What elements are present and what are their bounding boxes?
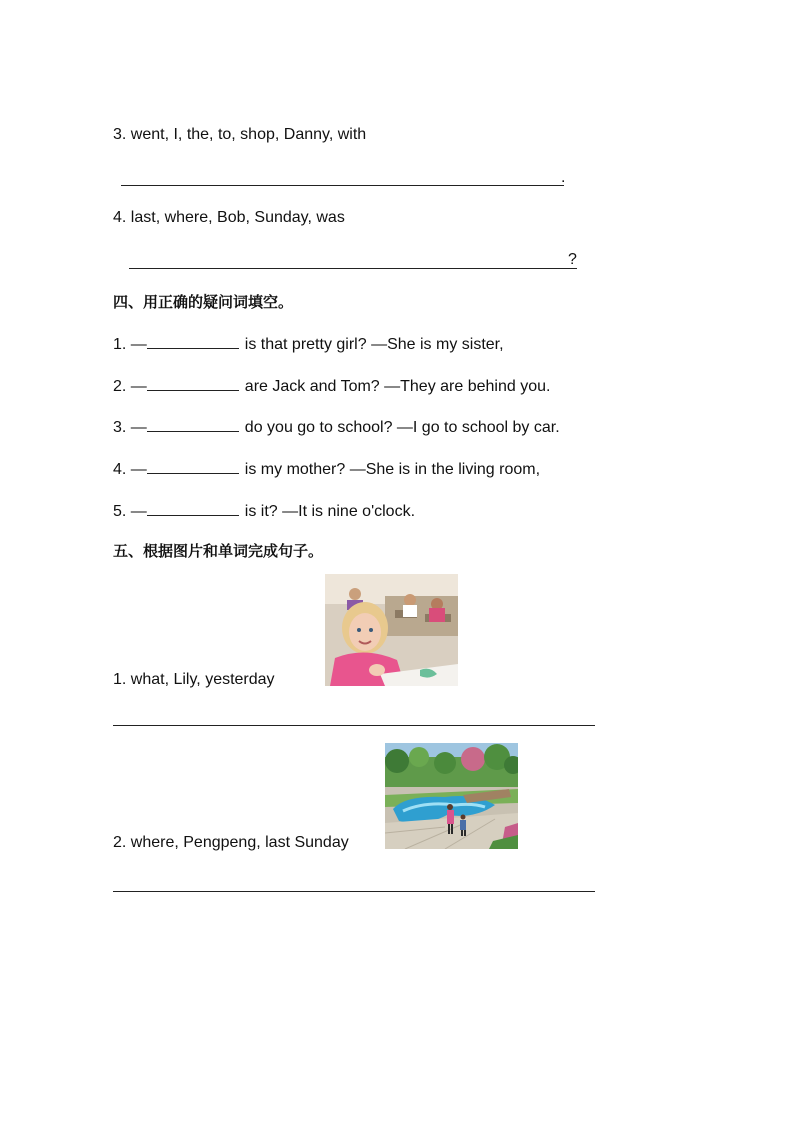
q3-answer-line[interactable] xyxy=(121,185,564,186)
s4-blank-4[interactable] xyxy=(147,458,239,474)
s5-item-2: 2. where, Pengpeng, last Sunday xyxy=(113,834,349,851)
s4-item-text: do you go to school? —I go to school by car. xyxy=(244,419,560,436)
s4-blank-2[interactable] xyxy=(147,375,239,391)
section4-heading: 四、用正确的疑问词填空。 xyxy=(113,293,294,311)
s4-item-1 xyxy=(113,333,504,355)
s4-blank-1[interactable] xyxy=(147,333,239,349)
q4-end-punct: ? xyxy=(568,251,577,268)
q4-answer-line[interactable] xyxy=(129,268,577,269)
s4-item-5 xyxy=(113,500,415,522)
s4-item-3 xyxy=(113,416,560,438)
s4-blank-3[interactable] xyxy=(147,416,239,432)
s5-answer-line-2[interactable] xyxy=(113,891,595,892)
s5-item-1: 1. what, Lily, yesterday xyxy=(113,671,275,688)
section5-heading: 五、根据图片和单词完成句子。 xyxy=(113,542,324,560)
q3-end-punct: . xyxy=(561,169,566,186)
s4-item-number: 3. — xyxy=(113,419,147,436)
s4-item-number: 1. — xyxy=(113,336,147,353)
s4-item-4 xyxy=(113,458,540,480)
q3-prompt: 3. went, I, the, to, shop, Danny, with xyxy=(113,126,367,143)
s4-item-2 xyxy=(113,375,550,397)
park-pool-photo xyxy=(385,743,518,849)
s5-answer-line-1[interactable] xyxy=(113,725,595,726)
s4-item-text: is it? —It is nine o'clock. xyxy=(244,503,416,520)
classroom-girl-photo xyxy=(325,574,458,686)
s4-item-text: are Jack and Tom? —They are behind you. xyxy=(244,378,551,395)
s4-item-text: is that pretty girl? —She is my sister, xyxy=(244,336,504,353)
s4-item-number: 4. — xyxy=(113,461,147,478)
q4-prompt: 4. last, where, Bob, Sunday, was xyxy=(113,209,345,226)
s4-item-text: is my mother? —She is in the living room, xyxy=(244,461,541,478)
s4-item-number: 5. — xyxy=(113,503,147,520)
s4-item-number: 2. — xyxy=(113,378,147,395)
s4-blank-5[interactable] xyxy=(147,500,239,516)
